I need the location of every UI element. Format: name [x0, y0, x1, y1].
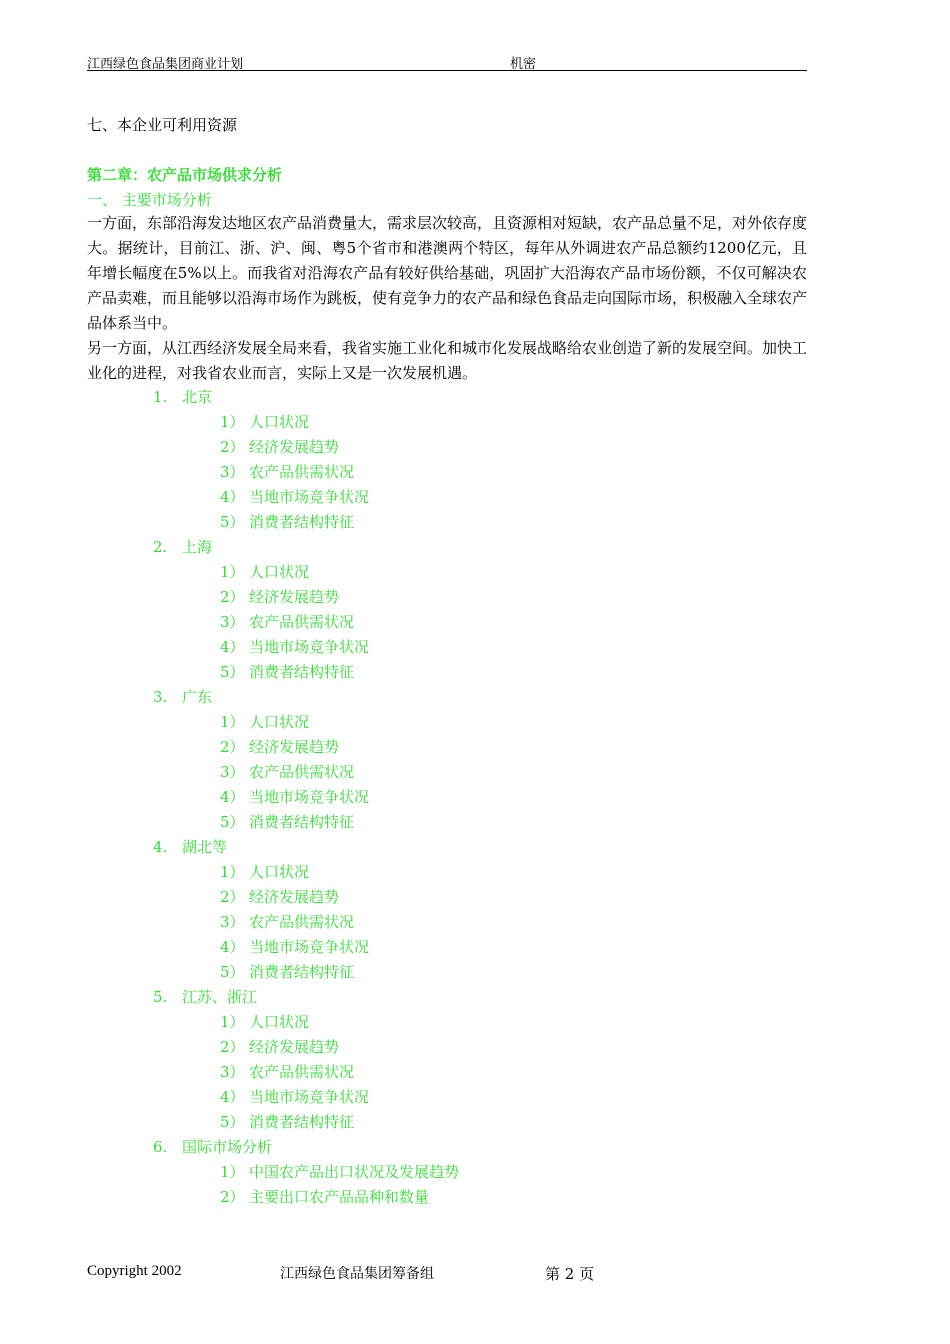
outline-sub-number: 5） — [220, 963, 245, 981]
outline-sub-label: 消费者结构特征 — [249, 663, 355, 681]
section-heading: 七、本企业可利用资源 — [87, 116, 238, 134]
outline-sub-item — [0, 885, 950, 910]
outline-region-label: 北京 — [182, 388, 213, 406]
outline-sub-label: 农产品供需状况 — [249, 913, 355, 931]
outline-sub-item — [0, 935, 950, 960]
outline-sub-item — [0, 1185, 950, 1210]
outline-sub-item — [0, 1060, 950, 1085]
outline-sub-number: 4） — [220, 938, 245, 956]
outline-sub-item — [0, 710, 950, 735]
outline-sub-item — [0, 960, 950, 985]
outline-sub-label: 经济发展趋势 — [249, 738, 340, 756]
outline-sub-item — [0, 860, 950, 885]
outline-sub-label: 消费者结构特征 — [249, 513, 355, 531]
outline-sub-label: 人口状况 — [249, 713, 310, 731]
page-number: 第 2 页 — [545, 1265, 595, 1283]
subsection-heading: 一、 主要市场分析 — [87, 191, 212, 209]
footer-organization: 江西绿色食品集团筹备组 — [280, 1266, 434, 1282]
outline-region-item — [0, 1135, 950, 1160]
outline-region-label: 广东 — [182, 688, 213, 706]
outline-sub-label: 农产品供需状况 — [249, 1063, 355, 1081]
outline-sub-label: 中国农产品出口状况及发展趋势 — [249, 1163, 460, 1181]
outline-sub-item — [0, 560, 950, 585]
outline-region-number: 2. — [153, 538, 168, 556]
outline-sub-number: 1） — [220, 863, 245, 881]
outline-sub-item — [0, 1110, 950, 1135]
outline-sub-label: 农产品供需状况 — [249, 463, 355, 481]
outline-sub-number: 3） — [220, 1063, 245, 1081]
outline-sub-number: 1） — [220, 1013, 245, 1031]
outline-sub-label: 经济发展趋势 — [249, 438, 340, 456]
outline-sub-number: 2） — [220, 1038, 245, 1056]
outline-sub-label: 消费者结构特征 — [249, 813, 355, 831]
outline-region-number: 4. — [153, 838, 168, 856]
outline-region-item — [0, 685, 950, 710]
outline-region-item — [0, 985, 950, 1010]
outline-sub-number: 2） — [220, 438, 245, 456]
outline-sub-item — [0, 485, 950, 510]
outline-sub-number: 3） — [220, 763, 245, 781]
outline-sub-item — [0, 460, 950, 485]
outline-sub-label: 经济发展趋势 — [249, 1038, 340, 1056]
outline-region-label: 上海 — [182, 538, 213, 556]
outline-sub-item — [0, 760, 950, 785]
page-header-title: 江西绿色食品集团商业计划 — [87, 57, 244, 72]
outline-sub-number: 4） — [220, 638, 245, 656]
outline-sub-label: 当地市场竞争状况 — [249, 638, 370, 656]
paragraph: 另一方面，从江西经济发展全局来看，我省实施工业化和城市化发展战略给农业创造了新的发展空间。加快工业化的进程，对我省农业而言，实际上又是一次发展机遇。 — [87, 339, 808, 382]
outline-sub-label: 消费者结构特征 — [249, 963, 355, 981]
outline-sub-number: 2） — [220, 888, 245, 906]
outline-sub-number: 1） — [220, 1163, 245, 1181]
outline-region-number: 5. — [153, 988, 168, 1006]
outline-region-label: 国际市场分析 — [182, 1138, 273, 1156]
chapter-heading: 第二章：农产品市场供求分析 — [87, 166, 283, 184]
outline-sub-item — [0, 1085, 950, 1110]
header-divider — [87, 70, 807, 71]
outline-sub-item — [0, 635, 950, 660]
footer-copyright: Copyright 2002 — [87, 1263, 182, 1279]
outline-sub-label: 经济发展趋势 — [249, 588, 340, 606]
outline-sub-label: 主要出口农产品品种和数量 — [249, 1188, 430, 1206]
market-outline — [0, 385, 950, 1210]
outline-sub-number: 4） — [220, 488, 245, 506]
outline-region-label: 湖北等 — [182, 838, 228, 856]
outline-sub-item — [0, 1160, 950, 1185]
outline-sub-item — [0, 610, 950, 635]
outline-region-number: 1. — [153, 388, 168, 406]
outline-sub-number: 4） — [220, 1088, 245, 1106]
outline-region-label: 江苏、浙江 — [182, 988, 258, 1006]
outline-sub-item — [0, 1035, 950, 1060]
outline-sub-number: 3） — [220, 613, 245, 631]
outline-region-number: 3. — [153, 688, 168, 706]
outline-sub-label: 农产品供需状况 — [249, 613, 355, 631]
outline-sub-item — [0, 910, 950, 935]
outline-sub-label: 人口状况 — [249, 413, 310, 431]
outline-sub-item — [0, 410, 950, 435]
outline-sub-number: 1） — [220, 563, 245, 581]
outline-sub-label: 当地市场竞争状况 — [249, 788, 370, 806]
outline-sub-number: 5） — [220, 1113, 245, 1131]
outline-sub-number: 4） — [220, 788, 245, 806]
outline-sub-item — [0, 735, 950, 760]
outline-sub-label: 消费者结构特征 — [249, 1113, 355, 1131]
outline-sub-number: 2） — [220, 1188, 245, 1206]
outline-sub-item — [0, 1010, 950, 1035]
outline-sub-number: 1） — [220, 413, 245, 431]
outline-sub-number: 2） — [220, 738, 245, 756]
outline-sub-item — [0, 660, 950, 685]
outline-sub-number: 3） — [220, 463, 245, 481]
outline-sub-number: 5） — [220, 813, 245, 831]
outline-region-item — [0, 835, 950, 860]
outline-sub-label: 人口状况 — [249, 863, 310, 881]
outline-region-number: 6. — [153, 1138, 168, 1156]
outline-region-item — [0, 535, 950, 560]
outline-sub-number: 5） — [220, 663, 245, 681]
outline-sub-item — [0, 810, 950, 835]
outline-sub-number: 2） — [220, 588, 245, 606]
outline-sub-number: 5） — [220, 513, 245, 531]
outline-sub-item — [0, 785, 950, 810]
outline-sub-label: 经济发展趋势 — [249, 888, 340, 906]
outline-sub-label: 农产品供需状况 — [249, 763, 355, 781]
confidential-label: 机密 — [510, 57, 537, 72]
outline-region-item — [0, 385, 950, 410]
outline-sub-item — [0, 585, 950, 610]
paragraph: 一方面，东部沿海发达地区农产品消费量大，需求层次较高，且资源相对短缺，农产品总量不足，对外依存度大。据统计，目前江、浙、沪、闽、粤5个省市和港澳两个特区，每年从外调进农产品总额约1200亿元，且年增长幅度在5%以上。而我省对沿海农产品有较好供给基础，巩固扩大沿海农产品市场份额，不仅可解决农产品卖难，而且能够以沿海市场作为跳板，使有竞争力的农产品和绿色食品走向国际市场，积极融入全球农产品体系当中。 — [87, 214, 808, 332]
outline-sub-item — [0, 435, 950, 460]
outline-sub-label: 人口状况 — [249, 563, 310, 581]
outline-sub-number: 3） — [220, 913, 245, 931]
outline-sub-label: 当地市场竞争状况 — [249, 938, 370, 956]
outline-sub-label: 人口状况 — [249, 1013, 310, 1031]
outline-sub-item — [0, 510, 950, 535]
outline-sub-number: 1） — [220, 713, 245, 731]
outline-sub-label: 当地市场竞争状况 — [249, 1088, 370, 1106]
outline-sub-label: 当地市场竞争状况 — [249, 488, 370, 506]
